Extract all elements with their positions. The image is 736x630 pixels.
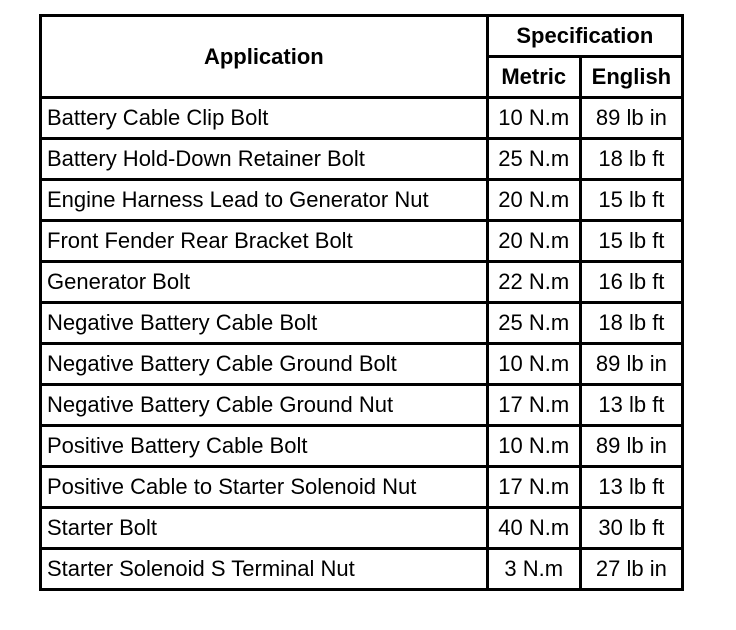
table-row [41,221,683,262]
metric-cell: 17 N.m [487,467,580,508]
english-cell: 27 lb in [580,549,682,590]
header-row [41,16,683,57]
english-cell: 13 lb ft [580,467,682,508]
application-cell: Starter Bolt [41,508,488,549]
application-cell: Negative Battery Cable Ground Bolt [41,344,488,385]
metric-cell: 20 N.m [487,221,580,262]
english-cell: 89 lb in [580,98,682,139]
application-cell: Positive Cable to Starter Solenoid Nut [41,467,488,508]
english-cell: 15 lb ft [580,180,682,221]
metric-cell: 25 N.m [487,139,580,180]
application-header: Application [41,16,488,98]
table-row [41,344,683,385]
application-cell: Generator Bolt [41,262,488,303]
english-cell: 89 lb in [580,344,682,385]
metric-cell: 25 N.m [487,303,580,344]
english-header: English [580,57,682,98]
table-row [41,508,683,549]
table-row [41,139,683,180]
english-cell: 18 lb ft [580,139,682,180]
table-row [41,549,683,590]
english-cell: 15 lb ft [580,221,682,262]
table-header [41,16,683,98]
english-cell: 89 lb in [580,426,682,467]
table-body [41,98,683,590]
english-cell: 18 lb ft [580,303,682,344]
table-row [41,180,683,221]
application-cell: Battery Hold-Down Retainer Bolt [41,139,488,180]
metric-cell: 10 N.m [487,98,580,139]
application-cell: Front Fender Rear Bracket Bolt [41,221,488,262]
table-row [41,385,683,426]
english-cell: 13 lb ft [580,385,682,426]
application-cell: Engine Harness Lead to Generator Nut [41,180,488,221]
english-cell: 16 lb ft [580,262,682,303]
specification-header: Specification [487,16,682,57]
metric-cell: 3 N.m [487,549,580,590]
metric-cell: 10 N.m [487,426,580,467]
metric-cell: 22 N.m [487,262,580,303]
application-cell: Battery Cable Clip Bolt [41,98,488,139]
application-cell: Negative Battery Cable Ground Nut [41,385,488,426]
table-row [41,303,683,344]
metric-cell: 40 N.m [487,508,580,549]
fastener-spec-table [39,14,684,591]
application-cell: Starter Solenoid S Terminal Nut [41,549,488,590]
metric-cell: 20 N.m [487,180,580,221]
english-cell: 30 lb ft [580,508,682,549]
metric-header: Metric [487,57,580,98]
table-row [41,98,683,139]
table-row [41,426,683,467]
application-cell: Positive Battery Cable Bolt [41,426,488,467]
metric-cell: 17 N.m [487,385,580,426]
metric-cell: 10 N.m [487,344,580,385]
table-row [41,467,683,508]
table-row [41,262,683,303]
application-cell: Negative Battery Cable Bolt [41,303,488,344]
